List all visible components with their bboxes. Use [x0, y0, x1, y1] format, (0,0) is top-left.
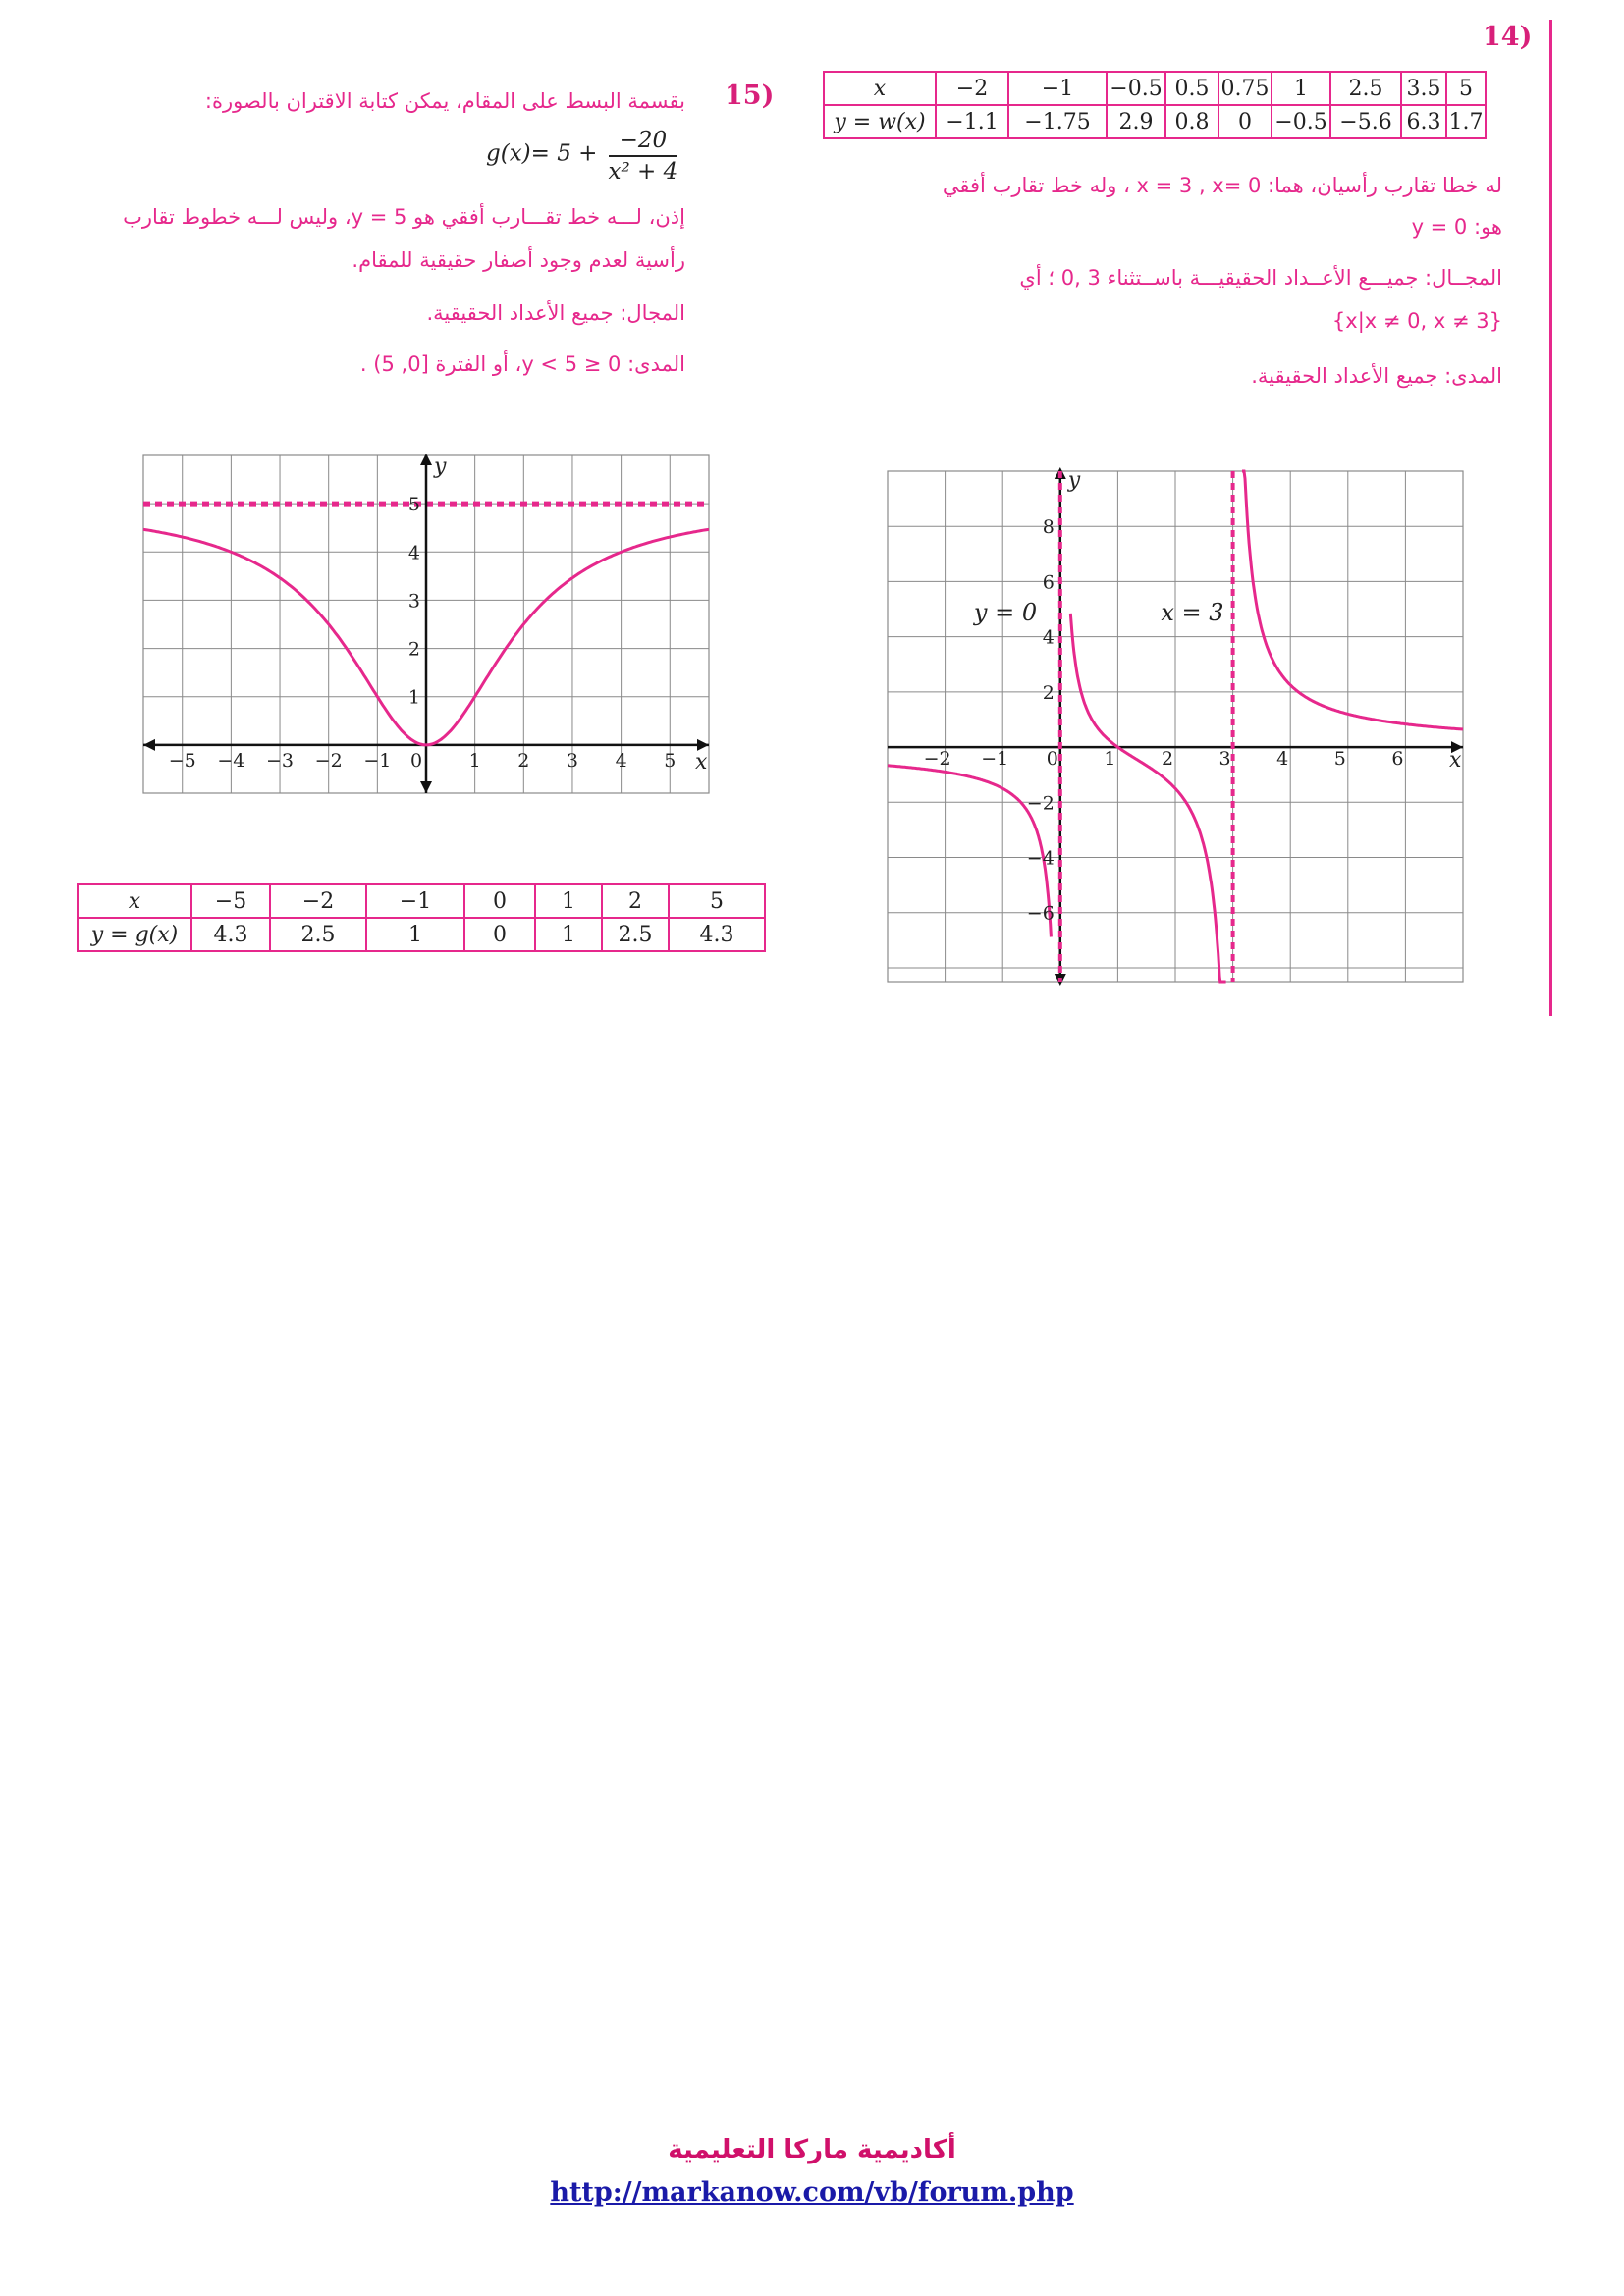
y-tick-label: 4	[407, 542, 420, 564]
y-tick-label: 6	[1042, 571, 1055, 594]
y-tick-label: 3	[407, 590, 420, 613]
table-cell: 1	[366, 918, 464, 951]
x-axis-label: x	[1449, 748, 1462, 774]
table-cell: −1.75	[1008, 105, 1107, 138]
y-axis-label: y	[434, 454, 447, 479]
table-cell: 2.5	[1330, 72, 1401, 105]
y-axis-arrow-down	[420, 781, 432, 793]
x-tick-label: 1	[1104, 748, 1116, 771]
table-header-y: y = w(x)	[824, 105, 936, 138]
table-cell: −1	[366, 884, 464, 918]
academy-name: أكاديمية ماركا التعليمية	[668, 2135, 956, 2164]
formula-fraction	[609, 126, 678, 187]
x-tick-label: 3	[1218, 748, 1231, 771]
g-graph	[137, 450, 717, 803]
p14-asymptotes-line1: له خطا تقارب رأسيان، هما: x = 3 , x= 0 ، وله خط تقارب أفقي	[942, 174, 1502, 197]
p15-asym-line2: رأسية لعدم وجود أصفار حقيقية للمقام.	[352, 248, 685, 272]
table-cell: 0	[464, 884, 535, 918]
p15-intro: بقسمة البسط على المقام، يمكن كتابة الاقتران بالصورة:	[204, 89, 685, 113]
y-tick-label: 2	[407, 638, 420, 661]
p14-domain-line2: {x|x ≠ 0, x ≠ 3}	[1331, 309, 1502, 333]
table-cell: 2.5	[602, 918, 669, 951]
table-cell: −1.1	[936, 105, 1008, 138]
x-tick-label: 2	[1161, 748, 1174, 771]
table-cell: −2	[936, 72, 1008, 105]
table-cell: 2.5	[270, 918, 366, 951]
table-row	[78, 918, 765, 951]
y-tick-label: 8	[1042, 516, 1055, 539]
table-row	[824, 72, 1486, 105]
asymptote-lines	[1060, 471, 1233, 982]
y-tick-label: −6	[1026, 902, 1055, 925]
x-tick-label: 4	[1276, 748, 1289, 771]
table-cell: −0.5	[1107, 72, 1165, 105]
table-cell: 2.9	[1107, 105, 1165, 138]
grid-lines	[888, 471, 1463, 982]
curve-branch-right	[1242, 471, 1463, 729]
table-cell: −5.6	[1330, 105, 1401, 138]
y-axis-label: y	[1067, 468, 1081, 493]
y-tick-label: 5	[407, 494, 420, 516]
y-tick-label: 2	[1042, 681, 1055, 704]
table-cell: 2	[602, 884, 669, 918]
x-tick-label: 3	[566, 749, 579, 772]
problem-14-number: 14)	[1483, 22, 1533, 52]
x-tick-label: −2	[314, 749, 343, 772]
y-tick-label: 1	[407, 686, 420, 709]
vertical-asymptote-label: x = 3	[1161, 598, 1224, 626]
x-tick-label: 0	[409, 749, 423, 772]
tick-labels	[924, 516, 1404, 925]
table-cell: 5	[1446, 72, 1486, 105]
table-cell: 1	[535, 918, 602, 951]
table-row	[824, 105, 1486, 138]
y-tick-label: −4	[1026, 847, 1055, 870]
table-cell: 0	[1218, 105, 1272, 138]
column-divider	[1549, 20, 1552, 1016]
table-cell: 1	[535, 884, 602, 918]
table-row	[78, 884, 765, 918]
table-cell: 4.3	[191, 918, 270, 951]
table-header-x: x	[824, 72, 936, 105]
x-tick-label: −2	[923, 748, 951, 771]
x-tick-label: 0	[1046, 748, 1058, 771]
x-tick-label: −4	[217, 749, 245, 772]
curve-branch-middle	[1070, 614, 1225, 982]
x-tick-label: −3	[266, 749, 295, 772]
p14-asymptotes-line2: هو: y = 0	[1411, 215, 1502, 239]
forum-link[interactable]: http://markanow.com/vb/forum.php	[550, 2177, 1074, 2208]
x-axis-arrow-left	[143, 739, 155, 751]
g-formula	[486, 126, 677, 187]
problem-15-number: 15)	[725, 80, 775, 111]
formula-numerator: −20	[609, 126, 678, 157]
formula-denominator: x² + 4	[608, 159, 678, 185]
tick-labels	[169, 494, 677, 772]
y-tick-label: −2	[1026, 792, 1055, 815]
x-tick-label: −5	[168, 749, 196, 772]
table-cell: 1.7	[1446, 105, 1486, 138]
x-tick-label: −1	[981, 748, 1009, 771]
x-tick-label: 5	[664, 749, 677, 772]
table-cell: −5	[191, 884, 270, 918]
forum-link-wrapper	[0, 2177, 1624, 2208]
table-cell: 0.8	[1165, 105, 1218, 138]
horizontal-asymptote-label: y = 0	[973, 598, 1038, 626]
x-tick-label: 1	[468, 749, 481, 772]
table-cell: 6.3	[1401, 105, 1446, 138]
x-tick-label: 4	[615, 749, 627, 772]
g-values-table	[77, 883, 766, 952]
x-tick-label: 5	[1333, 748, 1346, 771]
table-cell: 0.75	[1218, 72, 1272, 105]
x-tick-label: 2	[517, 749, 530, 772]
p15-domain: المجال: جميع الأعداد الحقيقية.	[426, 301, 685, 325]
table-header-x: x	[78, 884, 191, 918]
formula-lhs: g(x)= 5 +	[486, 140, 598, 167]
x-tick-label: 6	[1391, 748, 1404, 771]
p14-domain-line1: المجــال: جميـــع الأعــداد الحقيقيـــة باســتثناء 3 ,0 ؛ أي	[1019, 266, 1502, 290]
table-cell: 4.3	[669, 918, 765, 951]
p14-range: المدى: جميع الأعداد الحقيقية.	[1251, 364, 1502, 388]
p15-asym-line1: إذن، لـــه خط تقـــارب أفقي هو y = 5، وليس لـــه خطوط تقارب	[123, 205, 685, 229]
table-cell: −2	[270, 884, 366, 918]
w-values-table	[823, 71, 1487, 139]
w-graph	[878, 461, 1467, 991]
table-cell: 3.5	[1401, 72, 1446, 105]
table-cell: 5	[669, 884, 765, 918]
p15-range: المدى: 0 ≤ y < 5، أو الفترة [0, 5) .	[359, 352, 685, 376]
table-cell: 1	[1272, 72, 1330, 105]
table-cell: 0	[464, 918, 535, 951]
table-cell: 0.5	[1165, 72, 1218, 105]
x-tick-label: −1	[363, 749, 392, 772]
table-header-y: y = g(x)	[78, 918, 191, 951]
y-tick-label: 4	[1042, 626, 1055, 649]
table-cell: −0.5	[1272, 105, 1330, 138]
x-axis-label: x	[695, 749, 708, 774]
table-cell: −1	[1008, 72, 1107, 105]
